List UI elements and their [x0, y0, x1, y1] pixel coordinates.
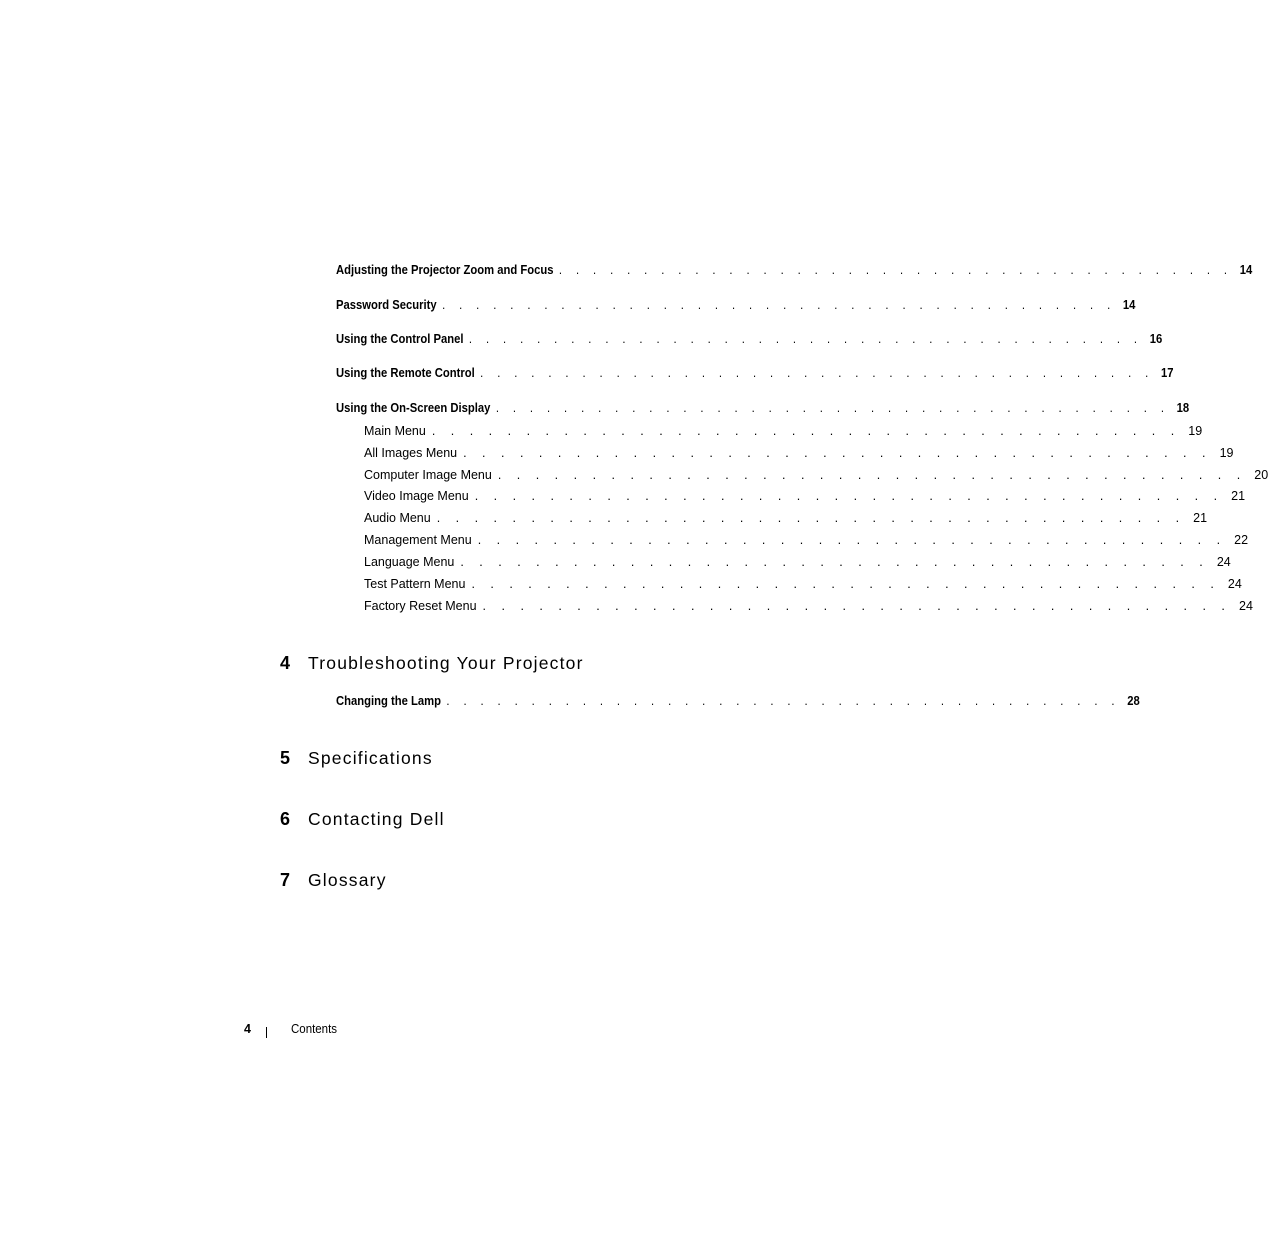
- toc-leader-dots: . . . . . . . . . . . . . . . . . . . . . . . . . . . . . . . . . . . . . . . .: [474, 489, 1224, 503]
- toc-entry-zoom-focus[interactable]: [336, 261, 1253, 279]
- chapter-title: Glossary: [308, 870, 387, 890]
- chapter-heading-contacting-dell[interactable]: [280, 807, 445, 831]
- chapter-number: 7: [280, 870, 291, 890]
- toc-entry-page: 24: [1239, 599, 1253, 613]
- toc-subentry-all-images-menu[interactable]: [364, 444, 1234, 462]
- toc-leader-dots: . . . . . . . . . . . . . . . . . . . . . . . . . . . . . . . . . . . . . . . .: [436, 511, 1186, 525]
- footer-section-label: Contents: [291, 1022, 338, 1036]
- toc-leader-dots: . . . . . . . . . . . . . . . . . . . . . . . . . . . . . . . . . . . . . . . .: [431, 424, 1181, 438]
- toc-entry-label: Using the On-Screen Display: [336, 401, 491, 415]
- toc-entry-page: 24: [1216, 555, 1231, 569]
- toc-entry-password-security[interactable]: [336, 296, 1136, 314]
- toc-entry-label: Audio Menu: [364, 511, 431, 525]
- toc-leader-dots: . . . . . . . . . . . . . . . . . . . . . . . . . . . . . . . . . . . . . . . .: [482, 599, 1231, 613]
- toc-leader-dots: . . . . . . . . . . . . . . . . . . . . . . . . . . . . . . . . . . . . . . . .: [463, 446, 1212, 460]
- chapter-heading-glossary[interactable]: [280, 868, 387, 892]
- toc-entry-page: 24: [1227, 577, 1242, 591]
- toc-leader-dots: . . . . . . . . . . . . . . . . . . . . . . . . . . . . . . . . . . . . . . . .: [460, 555, 1209, 569]
- toc-entry-page: 21: [1231, 489, 1246, 503]
- chapter-number: 6: [280, 809, 291, 829]
- footer-page-number: 4: [244, 1022, 251, 1036]
- toc-leader-dots: . . . . . . . . . . . . . . . . . . . . . . . . . . . . . . . . . . . . . . . .: [495, 401, 1170, 415]
- toc-entry-label: Changing the Lamp: [336, 694, 442, 708]
- toc-leader-dots: . . . . . . . . . . . . . . . . . . . . . . . . . . . . . . . . . . . . . . . .: [468, 332, 1143, 346]
- toc-subentry-audio-menu[interactable]: [364, 509, 1208, 527]
- toc-entry-label: All Images Menu: [364, 446, 458, 460]
- toc-leader-dots: . . . . . . . . . . . . . . . . . . . . . . . . . . . . . . . . . . . . . . . .: [471, 577, 1220, 591]
- toc-leader-dots: . . . . . . . . . . . . . . . . . . . . . . . . . . . . . . . . . . . . . . . .: [446, 694, 1120, 708]
- toc-subentry-main-menu[interactable]: [364, 422, 1203, 440]
- footer-divider: [266, 1027, 267, 1038]
- toc-entry-label: Language Menu: [364, 555, 455, 569]
- toc-entry-page: 20: [1254, 468, 1268, 482]
- chapter-title: Troubleshooting Your Projector: [308, 653, 584, 673]
- chapter-heading-specifications[interactable]: [280, 746, 433, 770]
- toc-entry-page: 19: [1188, 424, 1203, 438]
- toc-entry-label: Management Menu: [364, 533, 472, 547]
- toc-entry-label: Computer Image Menu: [364, 468, 492, 482]
- toc-entry-changing-lamp[interactable]: [336, 692, 1140, 710]
- chapter-title: Specifications: [308, 748, 433, 768]
- toc-entry-control-panel[interactable]: [336, 330, 1163, 348]
- toc-entry-label: Using the Remote Control: [336, 366, 475, 380]
- toc-subentry-computer-image-menu[interactable]: [364, 466, 1268, 484]
- toc-entry-page: 17: [1160, 366, 1174, 380]
- toc-entry-label: Test Pattern Menu: [364, 577, 466, 591]
- toc-entry-label: Adjusting the Projector Zoom and Focus: [336, 263, 554, 277]
- toc-subentry-test-pattern-menu[interactable]: [364, 575, 1242, 593]
- toc-leader-dots: . . . . . . . . . . . . . . . . . . . . . . . . . . . . . . . . . . . . . . . .: [442, 298, 1116, 312]
- toc-entry-on-screen-display[interactable]: [336, 399, 1190, 417]
- toc-leader-dots: . . . . . . . . . . . . . . . . . . . . . . . . . . . . . . . . . . . . . . . .: [558, 263, 1233, 277]
- toc-subentry-management-menu[interactable]: [364, 531, 1249, 549]
- toc-entry-page: 19: [1219, 446, 1234, 460]
- toc-entry-label: Using the Control Panel: [336, 332, 464, 346]
- toc-entry-label: Factory Reset Menu: [364, 599, 477, 613]
- chapter-title: Contacting Dell: [308, 809, 445, 829]
- toc-entry-label: Main Menu: [364, 424, 426, 438]
- toc-entry-page: 16: [1149, 332, 1163, 346]
- toc-entry-page: 14: [1122, 298, 1136, 312]
- chapter-number: 4: [280, 653, 291, 673]
- chapter-number: 5: [280, 748, 291, 768]
- toc-entry-remote-control[interactable]: [336, 364, 1174, 382]
- page-footer: [244, 1019, 338, 1039]
- toc-entry-page: 28: [1127, 694, 1140, 708]
- toc-entry-label: Password Security: [336, 298, 437, 312]
- toc-leader-dots: . . . . . . . . . . . . . . . . . . . . . . . . . . . . . . . . . . . . . . . .: [477, 533, 1227, 547]
- toc-entry-page: 14: [1239, 263, 1253, 277]
- toc-subentry-factory-reset-menu[interactable]: [364, 597, 1253, 615]
- toc-entry-page: 18: [1176, 401, 1190, 415]
- chapter-heading-troubleshooting[interactable]: [280, 651, 584, 675]
- toc-leader-dots: . . . . . . . . . . . . . . . . . . . . . . . . . . . . . . . . . . . . . . . .: [480, 366, 1154, 380]
- toc-entry-page: 22: [1234, 533, 1249, 547]
- toc-subentry-video-image-menu[interactable]: [364, 487, 1246, 505]
- toc-entry-page: 21: [1193, 511, 1208, 525]
- toc-entry-label: Video Image Menu: [364, 489, 469, 503]
- toc-leader-dots: . . . . . . . . . . . . . . . . . . . . . . . . . . . . . . . . . . . . . . . .: [497, 468, 1247, 482]
- toc-subentry-language-menu[interactable]: [364, 553, 1231, 571]
